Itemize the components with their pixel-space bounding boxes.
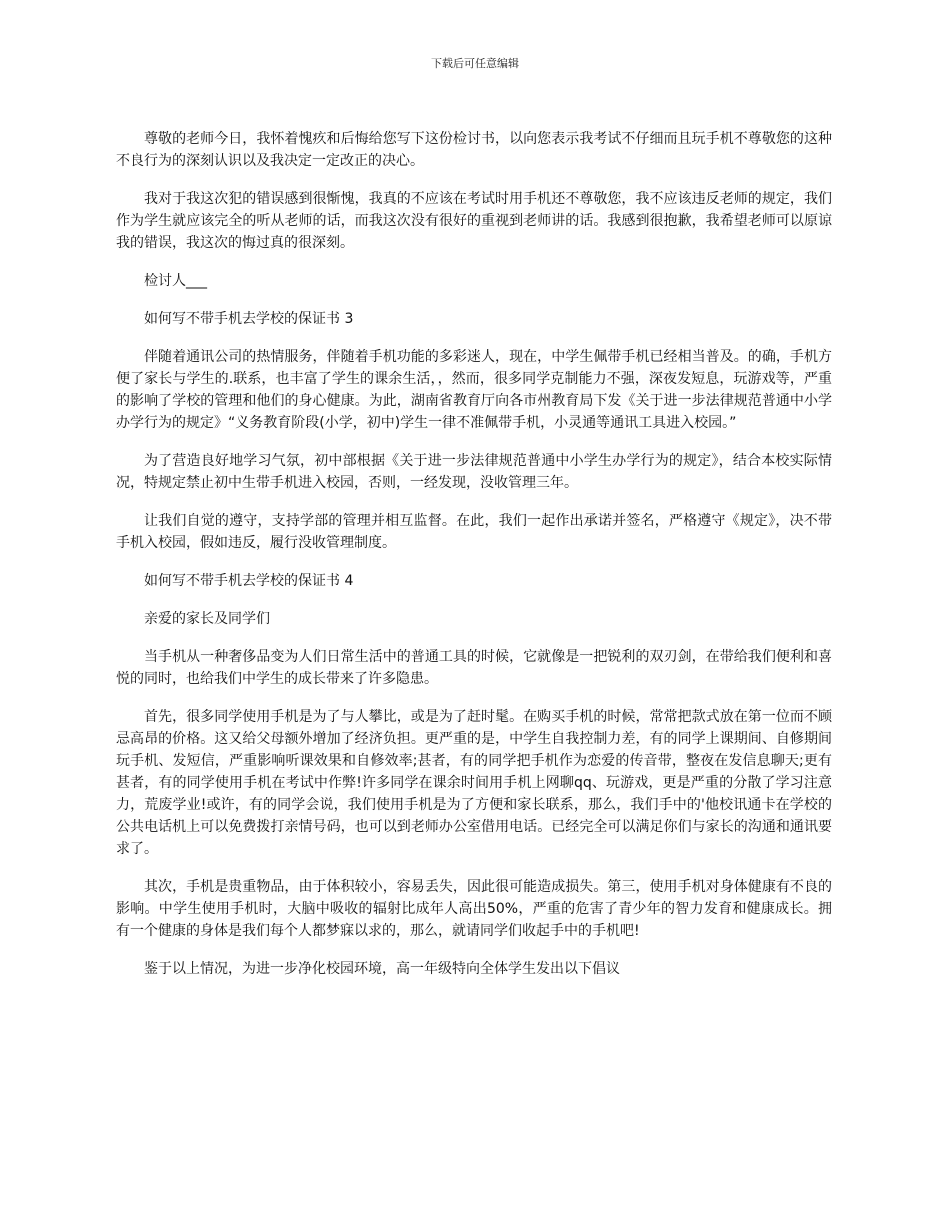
section-heading-4: 如何写不带手机去学校的保证书 4 [144, 573, 354, 589]
paragraph-first-reason: 首先，很多同学使用手机是为了与人攀比，或是为了赶时髦。在购买手机的时候，常常把款式放在第一位而不顾忌高昂的价格。这又给父母额外增加了经济负担。更严重的是，中学生自我控制力差，有的同学上课期间、自修期间玩手机、发短信，严重影响听课效果和自修效率;甚者，有的同学把手机作为恋爱的传音带，整夜在发信息聊天;更有甚者，有的同学使用手机在考试中作弊!许多同学在课余时间用手机上网聊qq、玩游戏，更是严重的分散了学习注意力，荒废学业!或许，有的同学会说，我们使用手机是为了方便和家长联系，那么，我们手中的'他校讯通卡在学校的公共电话机上可以免费拨打亲情号码，也可以到老师办公室借用电话。已经完全可以满足你们与家长的沟通和通讯要求了。 [116, 709, 832, 857]
paragraph-apology-intro: 尊敬的老师今日，我怀着愧疚和后悔给您写下这份检讨书，以向您表示我考试不仔细而且玩手机不尊敬您的这种不良行为的深刻认识以及我决定一定改正的决心。 [116, 131, 832, 169]
section-heading-3: 如何写不带手机去学校的保证书 3 [144, 311, 354, 327]
paragraph-school-rule: 为了营造良好地学习气氛，初中部根据《关于进一步法律规范普通中小学生办学行为的规定》，结合本校实际情况，特规定禁止初中生带手机进入校园，否则，一经发现，没收管理三年。 [116, 453, 832, 491]
salutation: 亲爱的家长及同学们 [144, 611, 270, 627]
document-body [116, 128, 832, 996]
page-header: 下载后可任意编辑 [431, 57, 519, 70]
paragraph-phone-background: 伴随着通讯公司的热情服务，伴随着手机功能的多彩迷人，现在，中学生佩带手机已经相当普及。的确，手机方便了家长与学生的.联系，也丰富了学生的课余生活，，然而，很多同学克制能力不强，深夜发短息，玩游戏等，严重的影响了学校的管理和他们的身心健康。为此，湖南省教育厅向各市州教育局下发《关于进一步法律规范普通中小学办学行为的规定》“义务教育阶段(小学，初中)学生一律不准佩带手机，小灵通等通讯工具进入校园。” [116, 349, 832, 431]
paragraph-commitment: 让我们自觉的遵守，支持学部的管理并相互监督。在此，我们一起作出承诺并签名，严格遵守《规定》，决不带手机入校园，假如违反，履行没收管理制度。 [116, 513, 832, 551]
paragraph-proposal-intro: 鉴于以上情况，为进一步净化校园环境，高一年级特向全体学生发出以下倡议 [144, 961, 620, 977]
paragraph-apology-detail: 我对于我这次犯的错误感到很惭愧，我真的不应该在考试时用手机还不尊敬您，我不应该违反老师的规定，我们作为学生就应该完全的听从老师的话，而我这次没有很好的重视到老师讲的话。我感到很抱歉，我希望老师可以原谅我的错误，我这次的悔过真的很深刻。 [116, 191, 832, 251]
paragraph-second-reason: 其次，手机是贵重物品，由于体积较小，容易丢失，因此很可能造成损失。第三，使用手机对身体健康有不良的影响。中学生使用手机时，大脑中吸收的辐射比成年人高出50%，严重的危害了青少年的智力发育和健康成长。拥有一个健康的身体是我们每个人都梦寐以求的，那么，就请同学们收起手中的手机吧! [116, 879, 832, 939]
paragraph-double-edged-sword: 当手机从一种奢侈品变为人们日常生活中的普通工具的时候，它就像是一把锐利的双刃剑，在带给我们便利和喜悦的同时，也给我们中学生的成长带来了许多隐患。 [116, 649, 832, 687]
signature-line: 检讨人___ [144, 273, 207, 289]
